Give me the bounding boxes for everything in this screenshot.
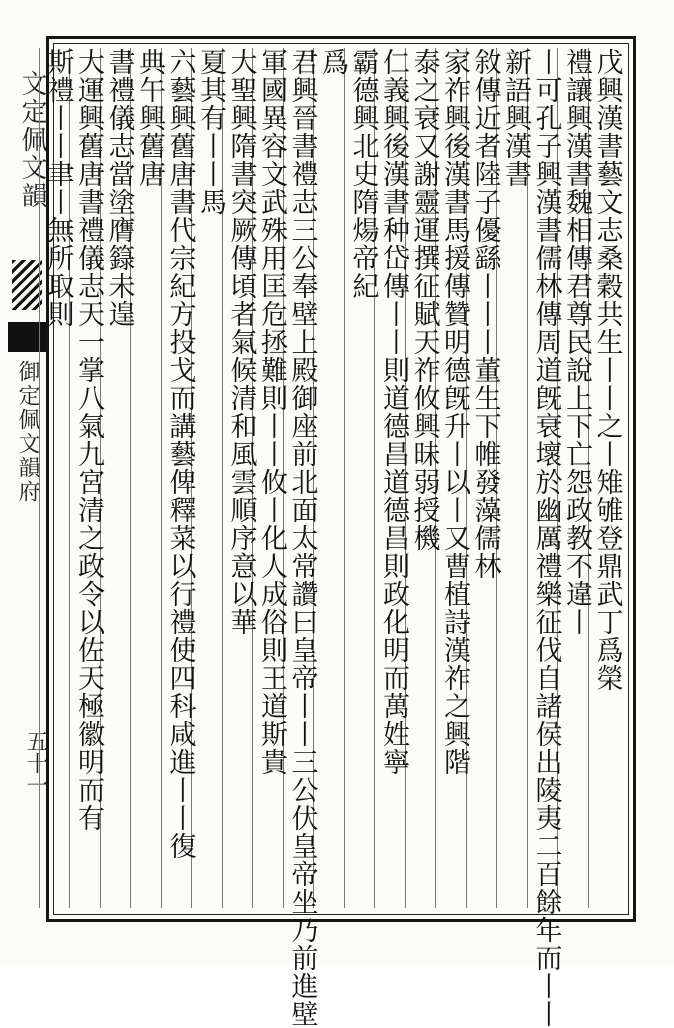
text-column bbox=[69, 48, 104, 908]
text-column bbox=[435, 48, 470, 908]
text-column bbox=[527, 48, 562, 1028]
text-column bbox=[39, 48, 74, 908]
column-head: 斯禮 bbox=[42, 48, 74, 104]
text-column bbox=[313, 48, 348, 908]
column-text: 漢書藝文志桑穀共生丨丨之丨雉雊登鼎武丁爲榮 bbox=[591, 104, 623, 692]
text-column bbox=[191, 48, 226, 908]
column-text: 衰又謝靈運撰征賦天祚攸興昧弱授機 bbox=[408, 104, 440, 552]
text-column bbox=[496, 48, 531, 908]
text-column bbox=[405, 48, 440, 908]
column-head: 敘傳 bbox=[469, 48, 501, 104]
column-text: 禮讓興漢書魏相傳君尊民說上下亡怨政教不違丨 bbox=[561, 48, 592, 636]
gutter-subtitle: 御定佩文韻府 bbox=[15, 360, 40, 504]
column-text: 有丨丨馬 bbox=[195, 104, 226, 216]
text-column bbox=[252, 48, 287, 908]
text-column bbox=[466, 48, 501, 908]
column-text: 霸德興北史隋煬帝紀 bbox=[347, 48, 379, 300]
text-column bbox=[100, 48, 135, 908]
column-text: 新語興漢書 bbox=[500, 48, 531, 188]
text-column bbox=[344, 48, 379, 908]
fishtail-mark bbox=[12, 260, 42, 310]
column-text: 孔子興漢書儒林傳周道旣衰壞於幽厲禮樂征伐自諸侯出陵夷二百餘年而丨丨 bbox=[530, 104, 562, 1028]
column-text: 典午興舊唐 bbox=[134, 48, 165, 188]
column-head: 君興 bbox=[286, 48, 318, 104]
text-column bbox=[222, 48, 257, 908]
column-text: 近者陸子優繇丨丨丨董生下帷發藻儒林 bbox=[469, 104, 501, 580]
column-text: 大聖興隋書突厥傳頃者氣候清和風雲順序意以華 bbox=[225, 48, 257, 636]
text-column bbox=[374, 48, 409, 908]
page-number: 五十一 bbox=[23, 730, 48, 796]
column-head: 戊興 bbox=[591, 48, 623, 104]
column-text: 異容文武殊用匡危拯難則丨丨攸丨化人成俗則王道斯貴 bbox=[256, 104, 287, 776]
column-text: 仁義興後漢書种岱傳丨丨則道德昌道德昌則政化明而萬姓寧 bbox=[378, 48, 409, 776]
text-column bbox=[557, 48, 592, 908]
column-head: 夏其 bbox=[195, 48, 226, 104]
column-text: 晉書禮志三公奉壁上殿御座前北面太常讚曰皇帝丨丨三公伏皇帝坐乃前進壁 bbox=[286, 104, 318, 1028]
column-head: 軍國 bbox=[256, 48, 287, 104]
column-head: 丨可 bbox=[530, 48, 562, 104]
column-text: 丨丨聿丨無所取則 bbox=[42, 104, 74, 328]
column-text: 家祚興後漢書馬援傳贊明德旣升丨以丨又曹植詩漢祚之興階 bbox=[439, 48, 470, 776]
column-text: 六藝興舊唐書代宗紀方投戈而講藝俾釋菜以行禮使四科咸進丨丨復 bbox=[164, 48, 196, 860]
text-column bbox=[161, 48, 196, 908]
gutter-title: 文定佩文韻 bbox=[17, 70, 47, 210]
text-column bbox=[130, 48, 165, 908]
column-head: 泰之 bbox=[408, 48, 440, 104]
column-head: 書禮 bbox=[103, 48, 135, 104]
column-text: 爲 bbox=[317, 48, 348, 76]
column-text: 大運興舊唐書禮儀志天一掌八氣九宮清之政令以佐天極徽明而有 bbox=[73, 48, 104, 832]
text-column bbox=[283, 48, 318, 1028]
column-text: 儀志當塗膺籙未遑 bbox=[103, 104, 135, 328]
text-column bbox=[588, 48, 623, 908]
